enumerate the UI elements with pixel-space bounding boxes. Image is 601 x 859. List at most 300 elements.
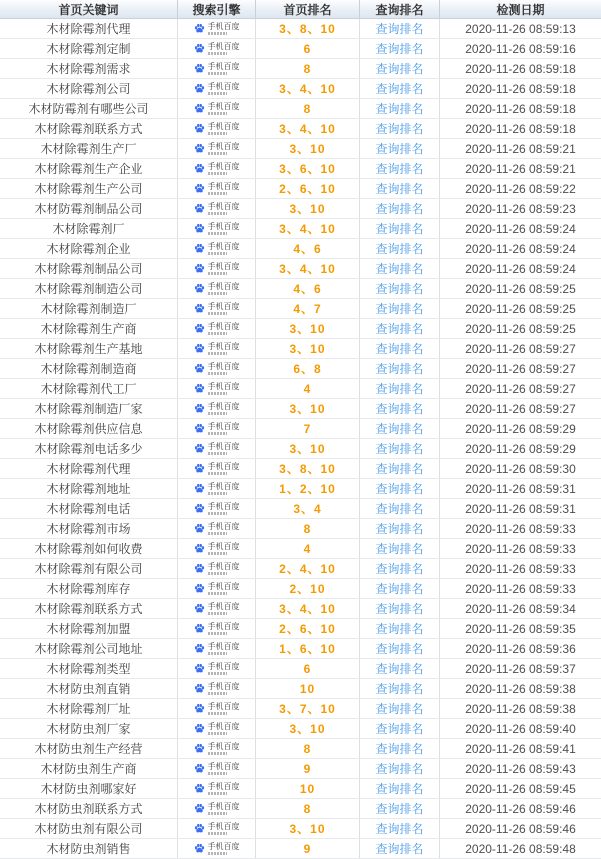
engine-subtitle-placeholder xyxy=(208,712,227,715)
query-rank-cell xyxy=(360,619,440,638)
engine-label-block xyxy=(208,123,240,135)
engine-cell xyxy=(178,279,256,298)
engine-subtitle-placeholder xyxy=(208,232,227,235)
check-date: 2020-11-26 08:59:36 xyxy=(465,641,576,656)
check-date: 2020-11-26 08:59:27 xyxy=(465,341,576,356)
engine-name: 手机百度 xyxy=(207,441,240,451)
engine-name: 手机百度 xyxy=(207,461,240,471)
rank-values: 4、6 xyxy=(256,239,360,258)
engine-cell xyxy=(178,679,256,698)
engine-name: 手机百度 xyxy=(207,41,240,51)
check-date: 2020-11-26 08:59:29 xyxy=(465,441,576,456)
engine-subtitle-placeholder xyxy=(208,32,227,35)
table-row xyxy=(0,659,601,679)
table-row xyxy=(0,379,601,399)
engine-name: 手机百度 xyxy=(207,401,240,411)
engine-label-block xyxy=(208,183,240,195)
engine-label-block xyxy=(208,623,240,635)
engine-cell xyxy=(178,499,256,518)
keyword-cell: 木材防霉剂制品公司 xyxy=(0,199,178,218)
keyword-cell: 木材防虫剂哪家好 xyxy=(0,779,178,798)
baidu-paw-icon xyxy=(194,63,205,74)
table-header-row xyxy=(0,0,601,19)
check-date: 2020-11-26 08:59:41 xyxy=(465,741,576,756)
query-rank-cell xyxy=(360,479,440,498)
keyword-cell: 木材防虫剂生产商 xyxy=(0,759,178,778)
engine-name: 手机百度 xyxy=(207,101,240,111)
baidu-paw-icon xyxy=(194,583,205,594)
check-date: 2020-11-26 08:59:21 xyxy=(465,141,576,156)
engine-label-block xyxy=(208,103,240,115)
keyword-cell: 木材除霉剂加盟 xyxy=(0,619,178,638)
engine-name: 手机百度 xyxy=(207,501,240,511)
check-date: 2020-11-26 08:59:30 xyxy=(465,461,576,476)
rank-values: 3、8、10 xyxy=(256,459,360,478)
query-rank-link[interactable]: 查询排名 xyxy=(375,322,424,336)
keyword-cell: 木材除霉剂制品公司 xyxy=(0,259,178,278)
engine-subtitle-placeholder xyxy=(208,312,227,315)
keyword-cell: 木材除霉剂类型 xyxy=(0,659,178,678)
rank-values: 3、4、10 xyxy=(256,79,360,98)
query-rank-link[interactable]: 查询排名 xyxy=(375,102,424,116)
rank-values: 4、7 xyxy=(256,299,360,318)
rank-values: 7 xyxy=(256,419,360,438)
check-date: 2020-11-26 08:59:45 xyxy=(465,781,576,796)
check-date: 2020-11-26 08:59:38 xyxy=(465,681,576,696)
check-date: 2020-11-26 08:59:18 xyxy=(465,61,576,76)
baidu-paw-icon xyxy=(194,643,205,654)
engine-subtitle-placeholder xyxy=(208,92,227,95)
table-row xyxy=(0,139,601,159)
keyword-cell: 木材除霉剂代工厂 xyxy=(0,379,178,398)
baidu-paw-icon xyxy=(194,343,205,354)
engine-subtitle-placeholder xyxy=(208,592,227,595)
query-rank-link[interactable]: 查询排名 xyxy=(375,722,424,736)
table-row xyxy=(0,319,601,339)
engine-label-block xyxy=(208,683,240,695)
engine-subtitle-placeholder xyxy=(208,632,227,635)
engine-cell xyxy=(178,379,256,398)
query-rank-link[interactable]: 查询排名 xyxy=(375,342,424,356)
engine-cell xyxy=(178,479,256,498)
query-rank-cell xyxy=(360,839,440,858)
query-rank-cell xyxy=(360,539,440,558)
engine-label-block xyxy=(208,83,240,95)
rank-values: 8 xyxy=(256,99,360,118)
query-rank-cell xyxy=(360,799,440,818)
engine-label-block xyxy=(208,323,240,335)
engine-cell xyxy=(178,439,256,458)
table-row xyxy=(0,359,601,379)
keyword-cell: 木材除霉剂公司地址 xyxy=(0,639,178,658)
rank-values: 2、6、10 xyxy=(256,619,360,638)
rank-values: 4 xyxy=(256,539,360,558)
engine-label-block xyxy=(208,803,240,815)
rank-values: 8 xyxy=(256,739,360,758)
query-rank-link[interactable]: 查询排名 xyxy=(375,822,424,836)
engine-label-block xyxy=(208,403,240,415)
check-date: 2020-11-26 08:59:37 xyxy=(465,661,576,676)
engine-label-block xyxy=(208,43,240,55)
query-rank-link[interactable]: 查询排名 xyxy=(375,602,424,616)
engine-label-block xyxy=(208,703,240,715)
check-date: 2020-11-26 08:59:24 xyxy=(465,221,576,236)
keyword-cell: 木材防虫剂生产经营 xyxy=(0,739,178,758)
engine-name: 手机百度 xyxy=(207,301,240,311)
engine-name: 手机百度 xyxy=(207,221,240,231)
rank-values: 3、10 xyxy=(256,139,360,158)
engine-subtitle-placeholder xyxy=(208,752,227,755)
rank-values: 3、10 xyxy=(256,819,360,838)
query-rank-link[interactable]: 查询排名 xyxy=(375,762,424,776)
keyword-cell: 木材除霉剂地址 xyxy=(0,479,178,498)
check-date: 2020-11-26 08:59:33 xyxy=(465,561,576,576)
query-rank-link[interactable]: 查询排名 xyxy=(375,362,424,376)
query-rank-cell xyxy=(360,299,440,318)
engine-name: 手机百度 xyxy=(207,821,240,831)
check-date: 2020-11-26 08:59:31 xyxy=(465,501,576,516)
baidu-paw-icon xyxy=(194,283,205,294)
table-row xyxy=(0,439,601,459)
check-date: 2020-11-26 08:59:35 xyxy=(465,621,576,636)
column-header-engine: 搜索引擎 xyxy=(178,0,256,18)
query-rank-link[interactable]: 查询排名 xyxy=(375,702,424,716)
table-row xyxy=(0,619,601,639)
rank-values: 9 xyxy=(256,759,360,778)
engine-name: 手机百度 xyxy=(207,21,240,31)
query-rank-link[interactable]: 查询排名 xyxy=(375,622,424,636)
engine-name: 手机百度 xyxy=(207,761,240,771)
check-date: 2020-11-26 08:59:27 xyxy=(465,381,576,396)
keyword-cell: 木材除霉剂代理 xyxy=(0,459,178,478)
engine-name: 手机百度 xyxy=(207,81,240,91)
engine-name: 手机百度 xyxy=(207,701,240,711)
baidu-paw-icon xyxy=(194,103,205,114)
baidu-paw-icon xyxy=(194,603,205,614)
engine-name: 手机百度 xyxy=(207,141,240,151)
query-rank-link[interactable]: 查询排名 xyxy=(375,62,424,76)
keyword-cell: 木材防虫剂销售 xyxy=(0,839,178,858)
column-header-query-rank: 查询排名 xyxy=(360,0,440,18)
rank-values: 8 xyxy=(256,799,360,818)
engine-subtitle-placeholder xyxy=(208,552,227,555)
engine-subtitle-placeholder xyxy=(208,612,227,615)
table-row xyxy=(0,119,601,139)
baidu-paw-icon xyxy=(194,303,205,314)
engine-name: 手机百度 xyxy=(207,61,240,71)
keyword-cell: 木材除霉剂生产基地 xyxy=(0,339,178,358)
query-rank-cell xyxy=(360,99,440,118)
engine-cell xyxy=(178,99,256,118)
query-rank-link[interactable]: 查询排名 xyxy=(375,142,424,156)
table-row xyxy=(0,39,601,59)
engine-cell xyxy=(178,459,256,478)
engine-subtitle-placeholder xyxy=(208,392,227,395)
query-rank-link[interactable]: 查询排名 xyxy=(375,42,424,56)
baidu-paw-icon xyxy=(194,483,205,494)
engine-label-block xyxy=(208,823,240,835)
engine-name: 手机百度 xyxy=(207,741,240,751)
column-header-keyword: 首页关键词 xyxy=(0,0,178,18)
keyword-cell: 木材除霉剂制造商 xyxy=(0,359,178,378)
baidu-paw-icon xyxy=(194,463,205,474)
query-rank-link[interactable]: 查询排名 xyxy=(375,842,424,856)
engine-subtitle-placeholder xyxy=(208,692,227,695)
baidu-paw-icon xyxy=(194,403,205,414)
baidu-paw-icon xyxy=(194,163,205,174)
check-date: 2020-11-26 08:59:33 xyxy=(465,521,576,536)
rank-values: 3、10 xyxy=(256,339,360,358)
engine-name: 手机百度 xyxy=(207,161,240,171)
engine-label-block xyxy=(208,763,240,775)
query-rank-cell xyxy=(360,359,440,378)
query-rank-cell xyxy=(360,459,440,478)
query-rank-cell xyxy=(360,719,440,738)
engine-cell xyxy=(178,739,256,758)
engine-cell xyxy=(178,579,256,598)
baidu-paw-icon xyxy=(194,323,205,334)
engine-label-block xyxy=(208,203,240,215)
engine-subtitle-placeholder xyxy=(208,532,227,535)
query-rank-cell xyxy=(360,419,440,438)
engine-cell xyxy=(178,819,256,838)
engine-cell xyxy=(178,779,256,798)
query-rank-link[interactable]: 查询排名 xyxy=(375,162,424,176)
engine-name: 手机百度 xyxy=(207,201,240,211)
table-row xyxy=(0,179,601,199)
baidu-paw-icon xyxy=(194,143,205,154)
query-rank-link[interactable]: 查询排名 xyxy=(375,382,424,396)
keyword-cell: 木材除霉剂库存 xyxy=(0,579,178,598)
query-rank-cell xyxy=(360,379,440,398)
engine-label-block xyxy=(208,843,240,855)
table-row xyxy=(0,459,601,479)
rank-values: 3、10 xyxy=(256,439,360,458)
engine-label-block xyxy=(208,663,240,675)
engine-name: 手机百度 xyxy=(207,321,240,331)
table-row xyxy=(0,639,601,659)
engine-cell xyxy=(178,139,256,158)
query-rank-cell xyxy=(360,79,440,98)
query-rank-link[interactable]: 查询排名 xyxy=(375,82,424,96)
keyword-cell: 木材除霉剂生产商 xyxy=(0,319,178,338)
check-date: 2020-11-26 08:59:18 xyxy=(465,101,576,116)
engine-subtitle-placeholder xyxy=(208,652,227,655)
check-date: 2020-11-26 08:59:29 xyxy=(465,421,576,436)
query-rank-cell xyxy=(360,679,440,698)
rank-values: 1、6、10 xyxy=(256,639,360,658)
query-rank-link[interactable]: 查询排名 xyxy=(375,802,424,816)
engine-subtitle-placeholder xyxy=(208,792,227,795)
table-row xyxy=(0,519,601,539)
query-rank-link[interactable]: 查询排名 xyxy=(375,782,424,796)
query-rank-link[interactable]: 查询排名 xyxy=(375,482,424,496)
rank-values: 3、10 xyxy=(256,319,360,338)
engine-name: 手机百度 xyxy=(207,241,240,251)
baidu-paw-icon xyxy=(194,383,205,394)
table-row xyxy=(0,759,601,779)
engine-subtitle-placeholder xyxy=(208,192,227,195)
baidu-paw-icon xyxy=(194,563,205,574)
keyword-cell: 木材除霉剂生产公司 xyxy=(0,179,178,198)
keyword-cell: 木材除霉剂厂 xyxy=(0,219,178,238)
query-rank-link[interactable]: 查询排名 xyxy=(375,442,424,456)
baidu-paw-icon xyxy=(194,83,205,94)
check-date: 2020-11-26 08:59:33 xyxy=(465,581,576,596)
table-row xyxy=(0,699,601,719)
engine-name: 手机百度 xyxy=(207,581,240,591)
keyword-cell: 木材除霉剂联系方式 xyxy=(0,599,178,618)
engine-subtitle-placeholder xyxy=(208,212,227,215)
engine-cell xyxy=(178,359,256,378)
keyword-cell: 木材除霉剂制造公司 xyxy=(0,279,178,298)
query-rank-link[interactable]: 查询排名 xyxy=(375,122,424,136)
keyword-cell: 木材除霉剂电话 xyxy=(0,499,178,518)
engine-subtitle-placeholder xyxy=(208,332,227,335)
query-rank-link[interactable]: 查询排名 xyxy=(375,262,424,276)
engine-subtitle-placeholder xyxy=(208,572,227,575)
keyword-cell: 木材除霉剂生产厂 xyxy=(0,139,178,158)
engine-label-block xyxy=(208,603,240,615)
query-rank-link[interactable]: 查询排名 xyxy=(375,542,424,556)
rank-values: 1、2、10 xyxy=(256,479,360,498)
engine-cell xyxy=(178,159,256,178)
query-rank-cell xyxy=(360,139,440,158)
engine-name: 手机百度 xyxy=(207,641,240,651)
table-row xyxy=(0,839,601,859)
query-rank-cell xyxy=(360,319,440,338)
engine-subtitle-placeholder xyxy=(208,372,227,375)
query-rank-link[interactable]: 查询排名 xyxy=(375,662,424,676)
engine-subtitle-placeholder xyxy=(208,132,227,135)
rank-values: 8 xyxy=(256,519,360,538)
check-date: 2020-11-26 08:59:48 xyxy=(465,841,576,856)
query-rank-link[interactable]: 查询排名 xyxy=(375,242,424,256)
query-rank-link[interactable]: 查询排名 xyxy=(375,462,424,476)
check-date: 2020-11-26 08:59:25 xyxy=(465,321,576,336)
check-date: 2020-11-26 08:59:27 xyxy=(465,361,576,376)
engine-label-block xyxy=(208,263,240,275)
engine-name: 手机百度 xyxy=(207,781,240,791)
query-rank-link[interactable]: 查询排名 xyxy=(375,402,424,416)
engine-cell xyxy=(178,539,256,558)
query-rank-link[interactable]: 查询排名 xyxy=(375,422,424,436)
engine-name: 手机百度 xyxy=(207,121,240,131)
baidu-paw-icon xyxy=(194,523,205,534)
baidu-paw-icon xyxy=(194,663,205,674)
engine-subtitle-placeholder xyxy=(208,832,227,835)
engine-label-block xyxy=(208,343,240,355)
engine-cell xyxy=(178,339,256,358)
engine-label-block xyxy=(208,363,240,375)
rank-values: 10 xyxy=(256,779,360,798)
column-header-rank: 首页排名 xyxy=(256,0,360,18)
table-row xyxy=(0,159,601,179)
query-rank-cell xyxy=(360,159,440,178)
query-rank-link[interactable]: 查询排名 xyxy=(375,182,424,196)
keyword-cell: 木材除霉剂生产企业 xyxy=(0,159,178,178)
rank-values: 10 xyxy=(256,679,360,698)
table-row xyxy=(0,339,601,359)
baidu-paw-icon xyxy=(194,243,205,254)
baidu-paw-icon xyxy=(194,223,205,234)
check-date: 2020-11-26 08:59:21 xyxy=(465,161,576,176)
check-date: 2020-11-26 08:59:43 xyxy=(465,761,576,776)
query-rank-cell xyxy=(360,239,440,258)
baidu-paw-icon xyxy=(194,363,205,374)
engine-cell xyxy=(178,19,256,38)
engine-name: 手机百度 xyxy=(207,721,240,731)
engine-name: 手机百度 xyxy=(207,601,240,611)
engine-subtitle-placeholder xyxy=(208,252,227,255)
rank-values: 2、10 xyxy=(256,579,360,598)
engine-label-block xyxy=(208,303,240,315)
engine-name: 手机百度 xyxy=(207,661,240,671)
engine-cell xyxy=(178,639,256,658)
engine-subtitle-placeholder xyxy=(208,72,227,75)
query-rank-link[interactable]: 查询排名 xyxy=(375,582,424,596)
rank-values: 3、8、10 xyxy=(256,19,360,38)
engine-label-block xyxy=(208,643,240,655)
engine-name: 手机百度 xyxy=(207,281,240,291)
table-row xyxy=(0,739,601,759)
engine-subtitle-placeholder xyxy=(208,492,227,495)
query-rank-link[interactable]: 查询排名 xyxy=(375,22,424,36)
query-rank-link[interactable]: 查询排名 xyxy=(375,682,424,696)
check-date: 2020-11-26 08:59:16 xyxy=(465,41,576,56)
query-rank-link[interactable]: 查询排名 xyxy=(375,522,424,536)
keyword-cell: 木材防霉剂有哪些公司 xyxy=(0,99,178,118)
query-rank-cell xyxy=(360,339,440,358)
engine-label-block xyxy=(208,543,240,555)
engine-label-block xyxy=(208,563,240,575)
engine-label-block xyxy=(208,163,240,175)
query-rank-link[interactable]: 查询排名 xyxy=(375,742,424,756)
baidu-paw-icon xyxy=(194,623,205,634)
query-rank-link[interactable]: 查询排名 xyxy=(375,502,424,516)
keyword-cell: 木材除霉剂如何收费 xyxy=(0,539,178,558)
query-rank-link[interactable]: 查询排名 xyxy=(375,562,424,576)
query-rank-link[interactable]: 查询排名 xyxy=(375,642,424,656)
engine-subtitle-placeholder xyxy=(208,812,227,815)
query-rank-link[interactable]: 查询排名 xyxy=(375,302,424,316)
query-rank-cell xyxy=(360,699,440,718)
engine-name: 手机百度 xyxy=(207,621,240,631)
query-rank-link[interactable]: 查询排名 xyxy=(375,222,424,236)
engine-label-block xyxy=(208,383,240,395)
engine-label-block xyxy=(208,23,240,35)
engine-label-block xyxy=(208,783,240,795)
rank-values: 6、8 xyxy=(256,359,360,378)
baidu-paw-icon xyxy=(194,723,205,734)
engine-name: 手机百度 xyxy=(207,801,240,811)
engine-cell xyxy=(178,179,256,198)
check-date: 2020-11-26 08:59:40 xyxy=(465,721,576,736)
keyword-cell: 木材除霉剂企业 xyxy=(0,239,178,258)
check-date: 2020-11-26 08:59:24 xyxy=(465,261,576,276)
query-rank-cell xyxy=(360,39,440,58)
keyword-cell: 木材防虫剂联系方式 xyxy=(0,799,178,818)
engine-label-block xyxy=(208,503,240,515)
table-row xyxy=(0,719,601,739)
query-rank-link[interactable]: 查询排名 xyxy=(375,282,424,296)
query-rank-cell xyxy=(360,579,440,598)
engine-cell xyxy=(178,419,256,438)
engine-cell xyxy=(178,119,256,138)
query-rank-link[interactable]: 查询排名 xyxy=(375,202,424,216)
check-date: 2020-11-26 08:59:33 xyxy=(465,541,576,556)
table-row xyxy=(0,99,601,119)
